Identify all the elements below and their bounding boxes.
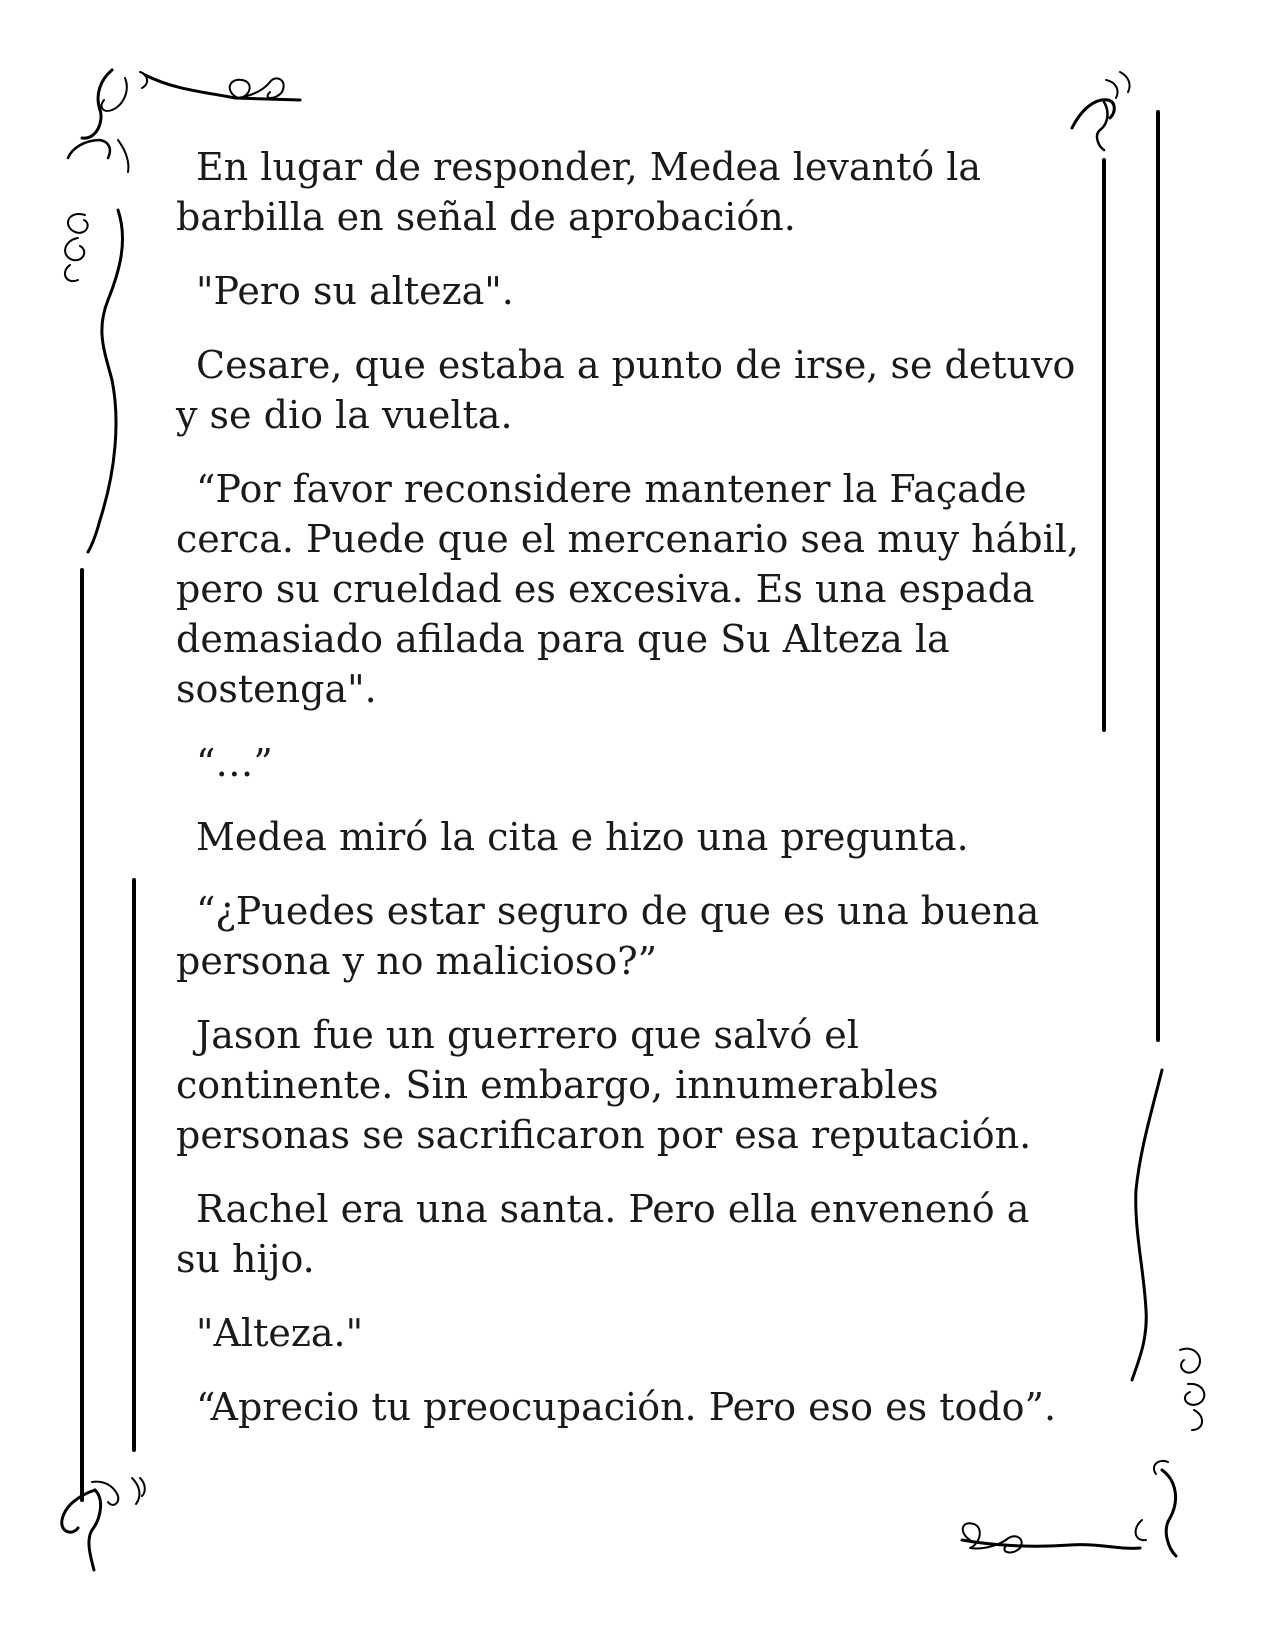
- paragraph: “Aprecio tu preocupación. Pero eso es todo”.: [196, 1385, 1057, 1429]
- bottom-left-flourish: [62, 1478, 145, 1570]
- paragraph: Jason fue un guerrero que salvó el continente. Sin embargo, innumerables personas se sacrificaron por esa reputación.: [176, 1013, 1032, 1157]
- left-swirl-ornament: [65, 210, 123, 552]
- paragraph: “¿Puedes estar seguro de que es una buena persona y no malicioso?”: [176, 889, 1040, 983]
- story-text: [176, 142, 1096, 1432]
- bottom-right-flourish: [962, 1461, 1176, 1556]
- top-right-flourish: [1072, 72, 1130, 150]
- right-swirl-ornament: [1132, 1070, 1204, 1430]
- paragraph: Cesare, que estaba a punto de irse, se detuvo y se dio la vuelta.: [176, 343, 1076, 437]
- paragraph: "Pero su alteza".: [196, 269, 514, 313]
- paragraph: “…”: [196, 741, 273, 785]
- paragraph: “Por favor reconsidere mantener la Façade cerca. Puede que el mercenario sea muy hábil, pero su crueldad es excesiva. Es una espada demasiado afilada para que Su Alteza la sostenga".: [176, 467, 1080, 711]
- paragraph: En lugar de responder, Medea levantó la barbilla en señal de aprobación.: [176, 145, 982, 239]
- paragraph: Rachel era una santa. Pero ella envenenó a su hijo.: [176, 1187, 1030, 1281]
- paragraph: Medea miró la cita e hizo una pregunta.: [196, 815, 969, 859]
- paragraph: "Alteza.": [196, 1311, 364, 1355]
